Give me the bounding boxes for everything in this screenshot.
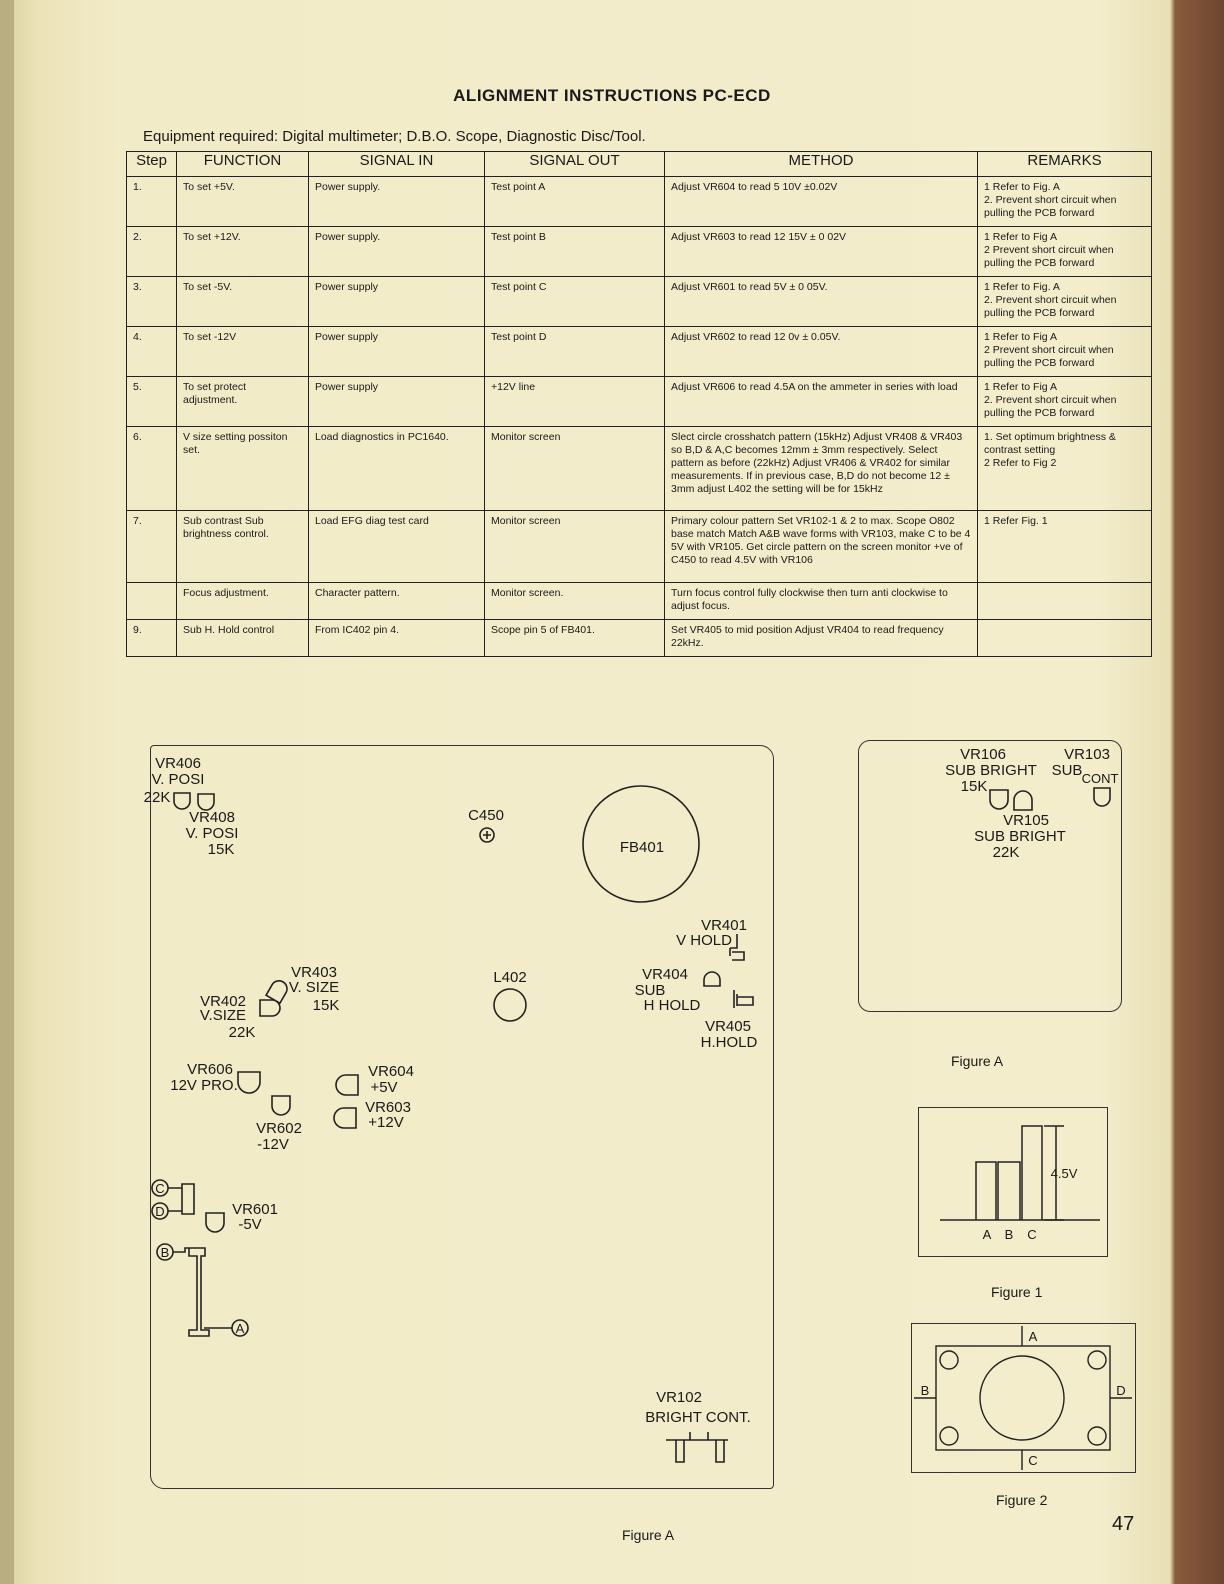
cell-signal-out: Test point D (485, 327, 665, 377)
cell-method: Set VR405 to mid position Adjust VR404 to read frequency 22kHz. (665, 620, 978, 657)
cell-step: 4. (127, 327, 177, 377)
cell-function: To set -12V (177, 327, 309, 377)
cell-signal-in: Power supply (309, 377, 485, 427)
cell-step: 2. (127, 227, 177, 277)
vr403-label: VR403 (291, 964, 337, 981)
cell-method: Adjust VR601 to read 5V ± 0 05V. (665, 277, 978, 327)
cell-signal-out: Monitor screen (485, 427, 665, 511)
vr402-function: V.SIZE (199, 1007, 247, 1024)
vr402-label: VR402 (200, 993, 246, 1010)
vr401-function: V HOLD (676, 932, 732, 949)
cell-signal-in: Power supply (309, 327, 485, 377)
vr604-value: +5V (370, 1079, 398, 1096)
test-point-c: C (155, 1181, 165, 1196)
vr408-value: 15K (207, 841, 235, 858)
cell-signal-out: Test point B (485, 227, 665, 277)
cell-method: Adjust VR603 to read 12 15V ± 0 02V (665, 227, 978, 277)
figure1-label-b: B (1004, 1227, 1014, 1242)
cell-signal-in: Character pattern. (309, 583, 485, 620)
vr603-value: +12V (368, 1114, 404, 1131)
figure-a-caption: Figure A (622, 1527, 675, 1543)
figure1-label-c: C (1027, 1227, 1037, 1242)
vr602-value: -12V (257, 1136, 289, 1153)
cell-signal-in: From IC402 pin 4. (309, 620, 485, 657)
cell-remarks: 1. Set optimum brightness & contrast setting 2 Refer to Fig 2 (978, 427, 1152, 511)
vr601-label: VR601 (232, 1201, 278, 1218)
vr403-function: V. SIZE (288, 979, 340, 996)
vr408-function: V. POSI (185, 825, 239, 842)
cell-signal-out: Scope pin 5 of FB401. (485, 620, 665, 657)
cell-signal-out: +12V line (485, 377, 665, 427)
cell-step: 9. (127, 620, 177, 657)
figure2-corner-circle-tr (1088, 1351, 1106, 1369)
vr102-label: VR102 (656, 1389, 702, 1406)
vr103-function: CONT (1081, 771, 1119, 786)
figure2-label-b: B (920, 1383, 930, 1398)
header-remarks: REMARKS (978, 152, 1152, 177)
vr606-function: 12V PRO. (170, 1077, 238, 1094)
vr404-sub: SUB (634, 982, 666, 999)
header-step: Step (127, 152, 177, 177)
page-title: ALIGNMENT INSTRUCTIONS PC-ECD (453, 86, 771, 105)
figure2-label-d: D (1116, 1383, 1126, 1398)
cell-signal-in: Power supply. (309, 177, 485, 227)
l402-label: L402 (493, 969, 527, 986)
vr406-label: VR406 (155, 755, 201, 772)
test-point-a: A (235, 1321, 245, 1336)
vr105-label: VR105 (1003, 812, 1049, 829)
test-point-d: D (155, 1204, 165, 1219)
vr103-sub: SUB (1051, 762, 1083, 779)
cell-remarks: 1 Refer to Fig A 2. Prevent short circuit when pulling the PCB forward (978, 377, 1152, 427)
figure1-label-a: A (982, 1227, 992, 1242)
cell-step: 7. (127, 511, 177, 583)
vr601-value: -5V (238, 1216, 262, 1233)
cell-remarks: 1 Refer to Fig. A 2. Prevent short circuit when pulling the PCB forward (978, 177, 1152, 227)
header-function: FUNCTION (177, 152, 309, 177)
cell-remarks: 1 Refer to Fig A 2 Prevent short circuit when pulling the PCB forward (978, 327, 1152, 377)
equipment-required: Equipment required: Digital multimeter; D.B.O. Scope, Diagnostic Disc/Tool. (143, 128, 646, 145)
vr404-label: VR404 (642, 966, 688, 983)
cell-method: Turn focus control fully clockwise then turn anti clockwise to adjust focus. (665, 583, 978, 620)
cell-function: To set protect adjustment. (177, 377, 309, 427)
figure1-caption: Figure 1 (991, 1284, 1043, 1300)
figure2-caption: Figure 2 (996, 1492, 1048, 1508)
cell-remarks: 1 Refer to Fig A 2 Prevent short circuit when pulling the PCB forward (978, 227, 1152, 277)
cell-step: 6. (127, 427, 177, 511)
cell-function: To set -5V. (177, 277, 309, 327)
vr405-label: VR405 (705, 1018, 751, 1035)
cell-method: Adjust VR606 to read 4.5A on the ammeter in series with load (665, 377, 978, 427)
figure2-label-c: C (1028, 1453, 1038, 1468)
header-signal-out: SIGNAL OUT (485, 152, 665, 177)
vr602-label: VR602 (256, 1120, 302, 1137)
cell-step: 1. (127, 177, 177, 227)
vr103-label: VR103 (1064, 746, 1110, 763)
cell-signal-in: Load EFG diag test card (309, 511, 485, 583)
figure2-corner-circle-bl (940, 1427, 958, 1445)
vr404-function: H HOLD (643, 997, 701, 1014)
figure2-corner-circle-br (1088, 1427, 1106, 1445)
vr106-value: 15K (960, 778, 988, 795)
vr405-function: H.HOLD (700, 1034, 758, 1051)
cell-signal-in: Power supply. (309, 227, 485, 277)
vr105-function: SUB BRIGHT (974, 828, 1066, 845)
test-point-b: B (160, 1245, 170, 1260)
cell-method: Adjust VR604 to read 5 10V ±0.02V (665, 177, 978, 227)
figure2-inner-rect (936, 1346, 1110, 1450)
cell-function: To set +5V. (177, 177, 309, 227)
cell-function: Focus adjustment. (177, 583, 309, 620)
cell-signal-out: Monitor screen. (485, 583, 665, 620)
header-method: METHOD (665, 152, 978, 177)
c450-label: C450 (468, 807, 504, 824)
cell-step: 3. (127, 277, 177, 327)
cell-remarks: 1 Refer to Fig. A 2. Prevent short circuit when pulling the PCB forward (978, 277, 1152, 327)
cell-function: Sub contrast Sub brightness control. (177, 511, 309, 583)
fb401-label: FB401 (619, 839, 665, 856)
vr606-label: VR606 (187, 1061, 233, 1078)
figure2-corner-circle-tl (940, 1351, 958, 1369)
header-signal-in: SIGNAL IN (309, 152, 485, 177)
vr102-function: BRIGHT CONT. (645, 1409, 751, 1426)
vr403-value: 15K (312, 997, 340, 1014)
figure1-voltage: 4.5V (1050, 1166, 1078, 1181)
cell-step: 5. (127, 377, 177, 427)
vr603-label: VR603 (365, 1099, 411, 1116)
cell-signal-in: Power supply (309, 277, 485, 327)
cell-method: Adjust VR602 to read 12 0v ± 0.05V. (665, 327, 978, 377)
vr406-function: V. POSI (151, 771, 205, 788)
cell-function: To set +12V. (177, 227, 309, 277)
page-number: 47 (1112, 1513, 1135, 1535)
vr408-label: VR408 (189, 809, 235, 826)
vr604-label: VR604 (368, 1063, 414, 1080)
cell-function: Sub H. Hold control (177, 620, 309, 657)
vr106-function: SUB BRIGHT (945, 762, 1037, 779)
vr105-value: 22K (992, 844, 1020, 861)
cell-function: V size setting possiton set. (177, 427, 309, 511)
cell-remarks: 1 Refer Fig. 1 (978, 511, 1152, 583)
cell-signal-out: Monitor screen (485, 511, 665, 583)
figure2-circle (980, 1356, 1064, 1440)
cell-signal-out: Test point A (485, 177, 665, 227)
figure2-dimension-lines (914, 1326, 1132, 1470)
cell-signal-out: Test point C (485, 277, 665, 327)
cell-signal-in: Load diagnostics in PC1640. (309, 427, 485, 511)
cell-method: Primary colour pattern Set VR102-1 & 2 to max. Scope O802 base match Match A&B wave forms with VR103, make C to be 4 5V with VR105. Get circle pattern on the screen monitor +ve of C450 to read 4.5V with VR106 (665, 511, 978, 583)
figure2-label-a: A (1028, 1329, 1038, 1344)
vr401-label: VR401 (701, 917, 747, 934)
vr406-value: 22K (143, 789, 171, 806)
vr106-label: VR106 (960, 746, 1006, 763)
vr402-value: 22K (228, 1024, 256, 1041)
cell-method: Slect circle crosshatch pattern (15kHz) Adjust VR408 & VR403 so B,D & A,C becomes 12mm ± 3mm respectively. Select pattern as before (22kHz) Adjust VR406 & VR402 for similar measurements. If in previous case, B,D do not become 12 ± 3mm adjust L402 the setting will be for 15kHz (665, 427, 978, 511)
figure-a-sub-caption: Figure A (951, 1053, 1004, 1069)
